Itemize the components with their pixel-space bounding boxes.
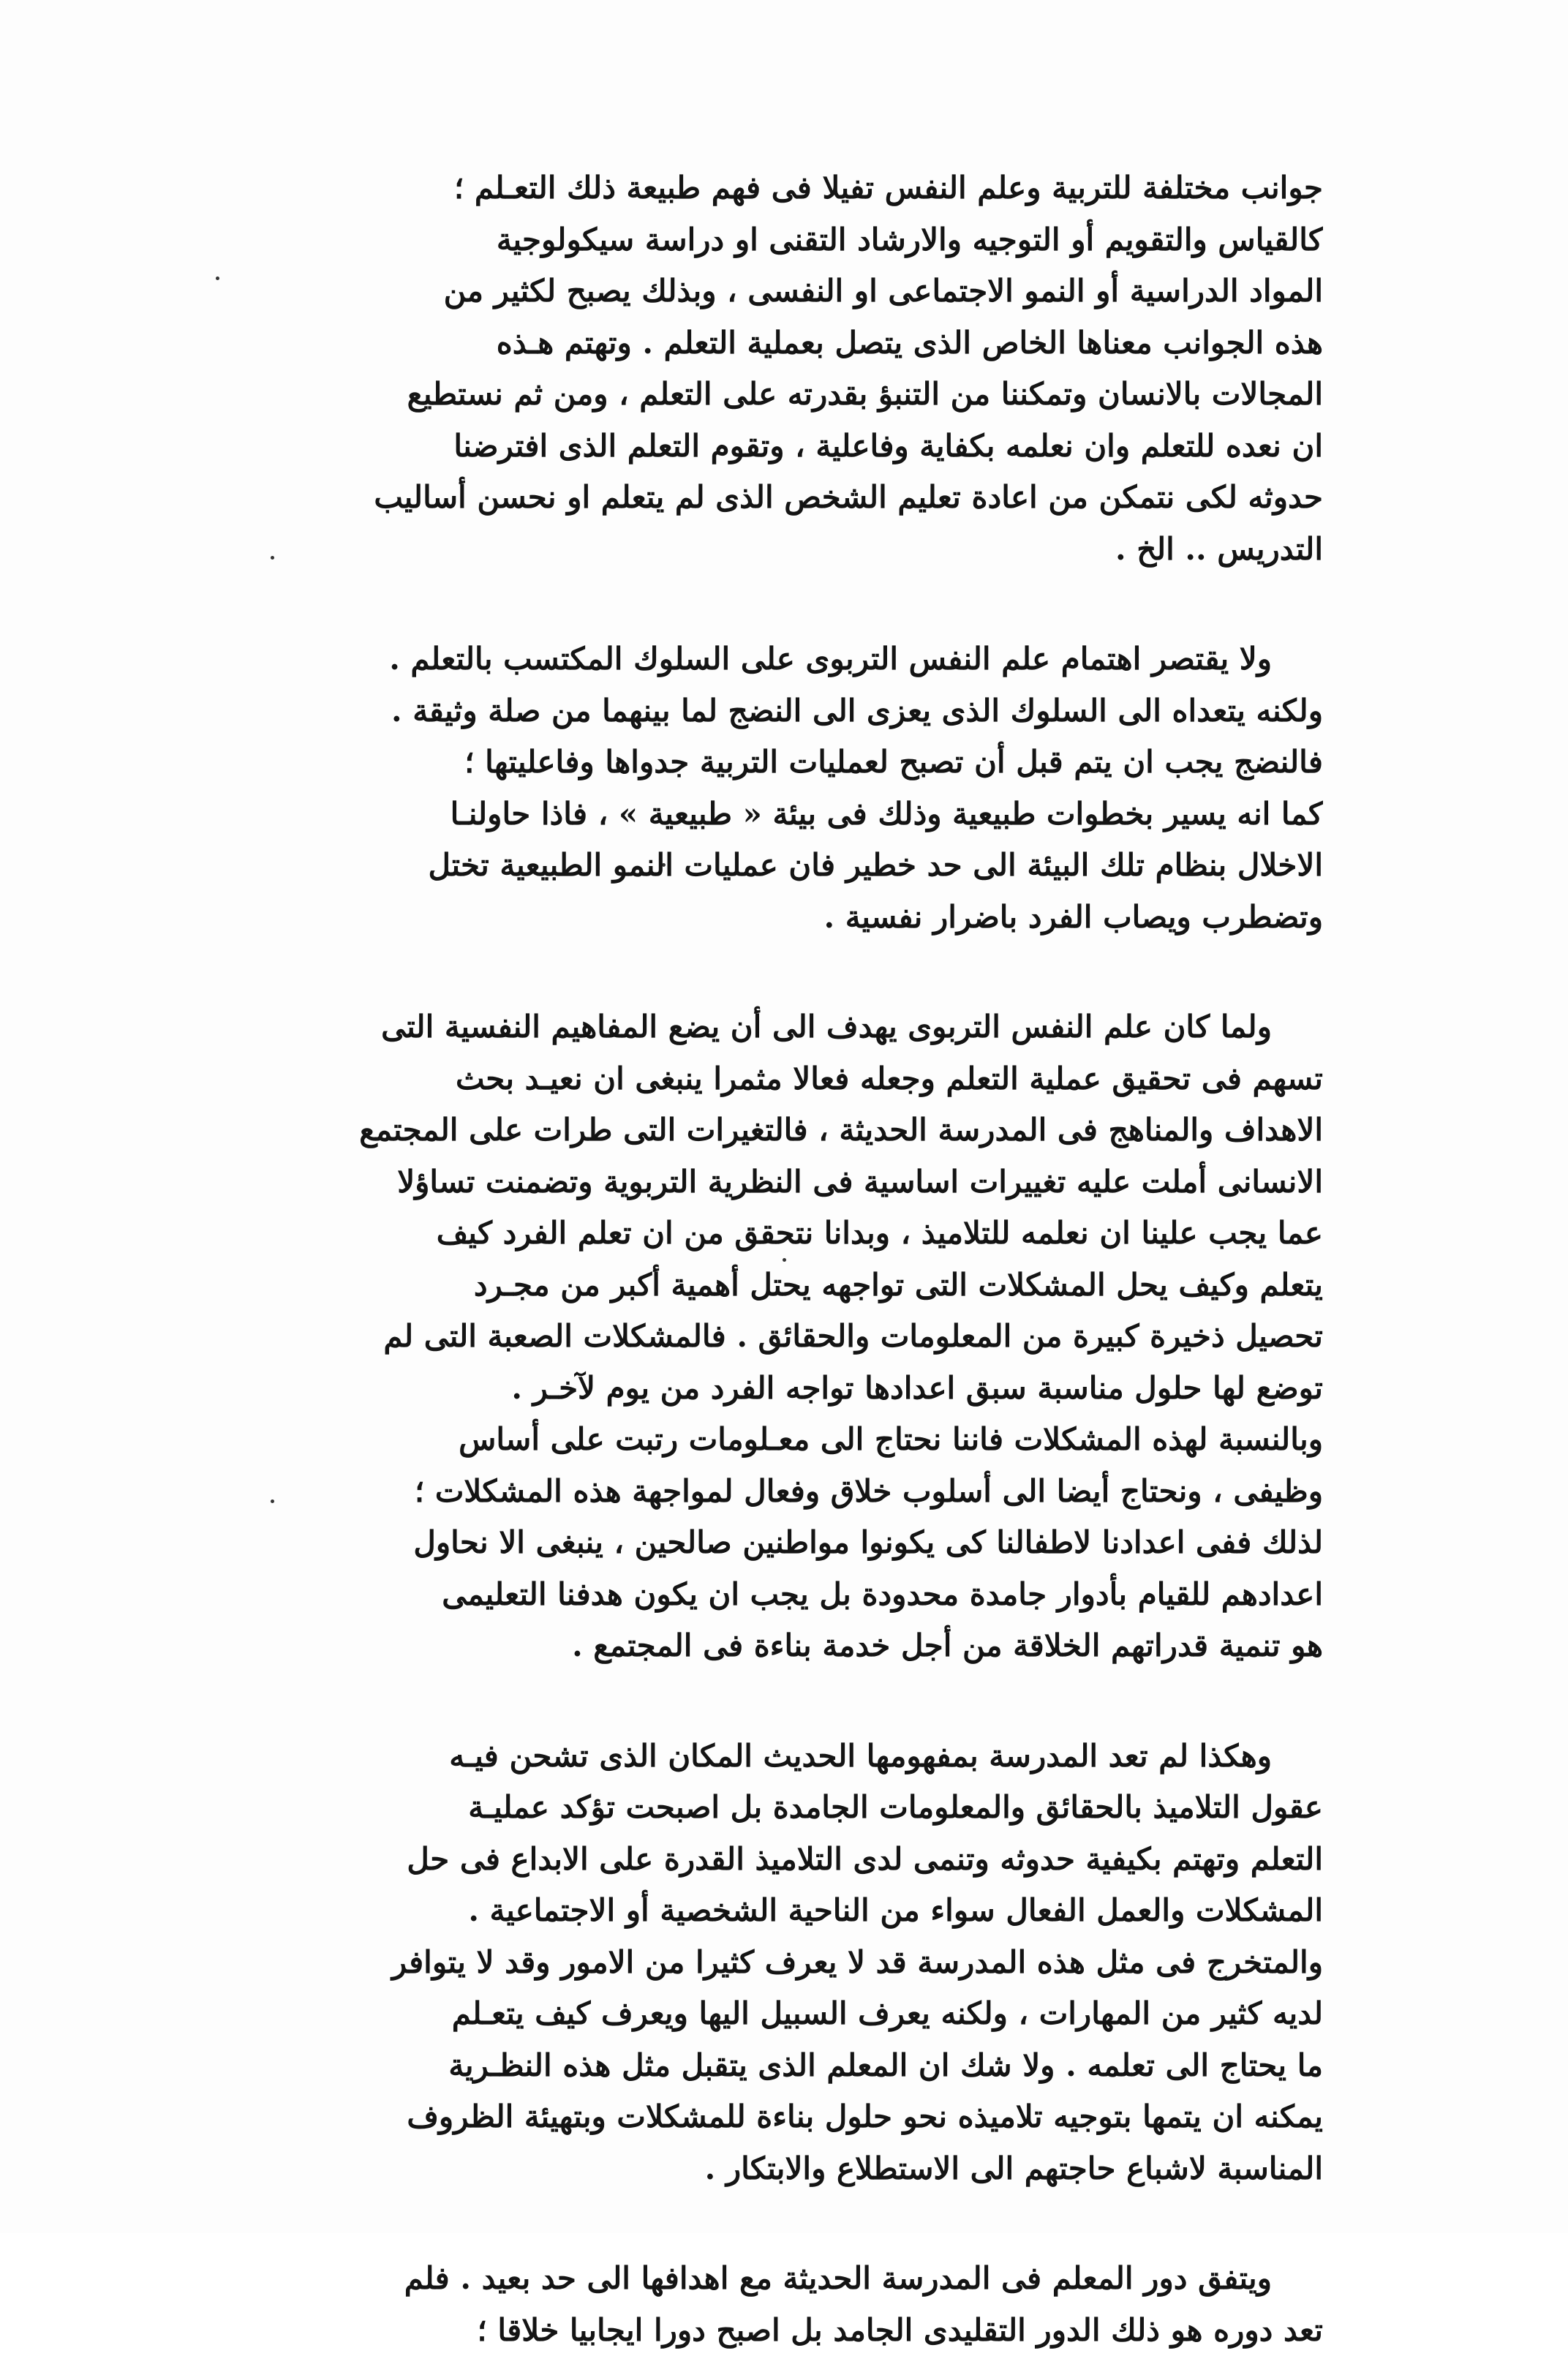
- text-line: التعلم وتهتم بكيفية حدوثه وتنمى لدى التلاميذ القدرة على الابداع فى حل: [252, 1834, 1323, 1886]
- text-line: الانسانى أملت عليه تغييرات اساسية فى النظرية التربوية وتضمنت تساؤلا: [252, 1156, 1323, 1208]
- text-line: تحصيل ذخيرة كبيرة من المعلومات والحقائق . فالمشكلات الصعبة التى لم: [252, 1311, 1323, 1363]
- text-line: التدريس .. الخ .: [252, 524, 1323, 576]
- text-line: يتعلم وكيف يحل المشكلات التى تواجهه يحتل أهمية أكبر من مجـرد: [252, 1260, 1323, 1311]
- text-line: ما يحتاج الى تعلمه . ولا شك ان المعلم الذى يتقبل مثل هذه النظـرية: [252, 2040, 1323, 2092]
- body-text: [252, 162, 1323, 2356]
- paragraph-5: [252, 2253, 1323, 2356]
- text-line: توضع لها حلول مناسبة سبق اعدادها تواجه الفرد من يوم لآخـر .: [252, 1363, 1323, 1415]
- text-line: عما يجب علينا ان نعلمه للتلاميذ ، وبدانا نتحقق من ان تعلم الفرد كيف: [252, 1208, 1323, 1260]
- text-line: ان نعده للتعلم وان نعلمه بكفاية وفاعلية ، وتقوم التعلم الذى افترضنا: [252, 421, 1323, 473]
- text-line: وتضطرب ويصاب الفرد باضرار نفسية .: [252, 892, 1323, 944]
- text-line: هذه الجوانب معناها الخاص الذى يتصل بعملية التعلم . وتهتم هـذه: [252, 317, 1323, 369]
- text-line: اعدادهم للقيام بأدوار جامدة محدودة بل يجب ان يكون هدفنا التعليمى: [252, 1569, 1323, 1621]
- text-line: فالنضج يجب ان يتم قبل أن تصبح لعمليات التربية جدواها وفاعليتها ؛: [252, 737, 1323, 789]
- paragraph-3: [252, 1001, 1323, 1672]
- text-line: كما انه يسير بخطوات طبيعية وذلك فى بيئة « طبيعية » ، فاذا حاولنـا: [252, 789, 1323, 840]
- text-line: وهكذا لم تعد المدرسة بمفهومها الحديث المكان الذى تشحن فيـه: [252, 1731, 1323, 1783]
- text-line: المواد الدراسية أو النمو الاجتماعى او النفسى ، وبذلك يصبح لكثير من: [252, 266, 1323, 317]
- text-line: لذلك ففى اعدادنا لاطفالنا كى يكونوا مواطنين صالحين ، ينبغى الا نحاول: [252, 1517, 1323, 1569]
- text-line: الاهداف والمناهج فى المدرسة الحديثة ، فالتغيرات التى طرات على المجتمع: [252, 1104, 1323, 1156]
- text-line: ولكنه يتعداه الى السلوك الذى يعزى الى النضج لما بينهما من صلة وثيقة .: [252, 685, 1323, 737]
- text-line: كالقياس والتقويم أو التوجيه والارشاد التقنى او دراسة سيكولوجية: [252, 214, 1323, 266]
- text-line: تسهم فى تحقيق عملية التعلم وجعله فعالا مثمرا ينبغى ان نعيـد بحث: [252, 1053, 1323, 1105]
- text-line: عقول التلاميذ بالحقائق والمعلومات الجامدة بل اصبحت تؤكد عمليـة: [252, 1782, 1323, 1834]
- text-line: حدوثه لكى نتمكن من اعادة تعليم الشخص الذى لم يتعلم او نحسن أساليب: [252, 472, 1323, 524]
- text-line: المشكلات والعمل الفعال سواء من الناحية الشخصية أو الاجتماعية .: [252, 1885, 1323, 1937]
- text-line: والمتخرج فى مثل هذه المدرسة قد لا يعرف كثيرا من الامور وقد لا يتوافر: [252, 1937, 1323, 1989]
- text-line: المجالات بالانسان وتمكننا من التنبؤ بقدرته على التعلم ، ومن ثم نستطيع: [252, 369, 1323, 421]
- text-line: ولما كان علم النفس التربوى يهدف الى أن يضع المفاهيم النفسية التى: [252, 1001, 1323, 1053]
- scan-speck: [216, 276, 219, 280]
- text-line: يمكنه ان يتمها بتوجيه تلاميذه نحو حلول بناءة للمشكلات وبتهيئة الظروف: [252, 2091, 1323, 2143]
- text-line: جوانب مختلفة للتربية وعلم النفس تفيلا فى فهم طبيعة ذلك التعـلم ؛: [252, 162, 1323, 214]
- text-line: هو تنمية قدراتهم الخلاقة من أجل خدمة بناءة فى المجتمع .: [252, 1620, 1323, 1672]
- text-line: ويتفق دور المعلم فى المدرسة الحديثة مع اهدافها الى حد بعيد . فلم: [252, 2253, 1323, 2305]
- text-line: تعد دوره هو ذلك الدور التقليدى الجامد بل اصبح دورا ايجابيا خلاقا ؛: [252, 2305, 1323, 2356]
- paragraph-4: [252, 1731, 1323, 2195]
- text-line: وبالنسبة لهذه المشكلات فاننا نحتاج الى معـلومات رتبت على أساس: [252, 1414, 1323, 1466]
- text-line: الاخلال بنظام تلك البيئة الى حد خطير فان عمليات النمو الطبيعية تختل: [252, 840, 1323, 892]
- paragraph-2: [252, 633, 1323, 943]
- paragraph-1: [252, 162, 1323, 575]
- text-line: ولا يقتصر اهتمام علم النفس التربوى على السلوك المكتسب بالتعلم .: [252, 633, 1323, 685]
- text-line: وظيفى ، ونحتاج أيضا الى أسلوب خلاق وفعال لمواجهة هذه المشكلات ؛: [252, 1466, 1323, 1518]
- text-line: المناسبة لاشباع حاجتهم الى الاستطلاع والابتكار .: [252, 2143, 1323, 2195]
- text-line: لديه كثير من المهارات ، ولكنه يعرف السبيل اليها ويعرف كيف يتعـلم: [252, 1988, 1323, 2040]
